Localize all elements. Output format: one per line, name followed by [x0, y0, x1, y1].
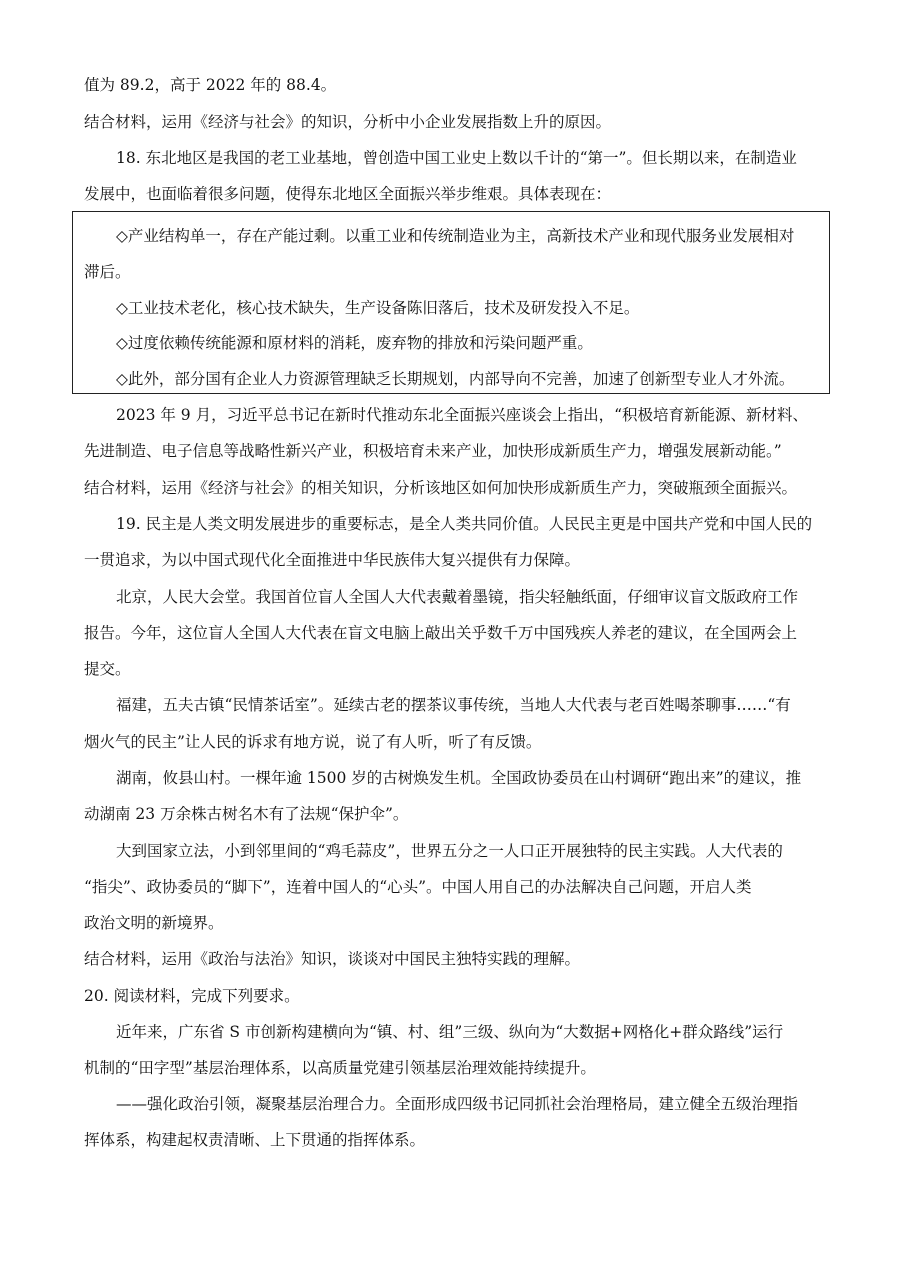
paragraph-line: 大到国家立法，小到邻里间的“鸡毛蒜皮”，世界五分之一人口正开展独特的民主实践。人大代表的 [116, 842, 783, 860]
paragraph-line: 湖南，攸县山村。一棵年逾 1500 岁的古树焕发生机。全国政协委员在山村调研“跑出来”的建议，推 [116, 769, 802, 787]
paragraph-line: 报告。今年，这位盲人全国人大代表在盲文电脑上敲出关乎数千万中国残疾人养老的建议，在全国两会上 [84, 624, 798, 642]
box-item: ◇过度依赖传统能源和原材料的消耗，废弃物的排放和污染问题严重。 [116, 334, 593, 352]
question-19-line: 19. 民主是人类文明发展进步的重要标志，是全人类共同价值。人民民主更是中国共产党和中国人民的 [116, 515, 813, 533]
task-line: 结合材料，运用《政治与法治》知识，谈谈对中国民主独特实践的理解。 [84, 950, 581, 968]
paragraph-line: 福建，五夫古镇“民情茶话室”。延续古老的摆茶议事传统，当地人大代表与老百姓喝茶聊事……“有 [116, 696, 791, 714]
paragraph-line: 机制的“田字型”基层治理体系，以高质量党建引领基层治理效能持续提升。 [84, 1059, 596, 1077]
task-line: 结合材料，运用《经济与社会》的相关知识，分析该地区如何加快形成新质生产力，突破瓶颈全面振兴。 [84, 479, 798, 497]
text-line: 值为 89.2，高于 2022 年的 88.4。 [84, 76, 337, 94]
paragraph-line: ——强化政治引领，凝聚基层治理合力。全面形成四级书记同抓社会治理格局，建立健全五级治理指 [116, 1095, 799, 1113]
task-line: 结合材料，运用《经济与社会》的知识，分析中小企业发展指数上升的原因。 [84, 113, 612, 131]
paragraph-line: 挥体系，构建起权责清晰、上下贯通的指挥体系。 [84, 1131, 426, 1149]
paragraph-line: 北京，人民大会堂。我国首位盲人全国人大代表戴着墨镜，指尖轻触纸面，仔细审议盲文版政府工作 [116, 588, 799, 606]
paragraph-line: 先进制造、电子信息等战略性新兴产业，积极培育未来产业，加快形成新质生产力，增强发展新动能。” [84, 442, 782, 460]
question-18-line: 18. 东北地区是我国的老工业基地，曾创造中国工业史上数以千计的“第一”。但长期以来，在制造业 [116, 149, 797, 167]
paragraph-line: 烟火气的民主”让人民的诉求有地方说，说了有人听，听了有反馈。 [84, 733, 542, 751]
paragraph-line: 近年来，广东省 S 市创新构建横向为“镇、村、组”三级、纵向为“大数据+网格化+群众路线”运行 [116, 1023, 784, 1041]
box-item: ◇工业技术老化，核心技术缺失，生产设备陈旧落后，技术及研发投入不足。 [116, 299, 640, 317]
paragraph-line: 2023 年 9 月，习近平总书记在新时代推动东北全面振兴座谈会上指出，“积极培育新能源、新材料、 [116, 406, 809, 424]
question-19-line: 一贯追求，为以中国式现代化全面推进中华民族伟大复兴提供有力保障。 [84, 551, 581, 569]
question-18-line: 发展中，也面临着很多问题，使得东北地区全面振兴举步维艰。具体表现在： [84, 185, 612, 203]
paragraph-line: “指尖”、政协委员的“脚下”，连着中国人的“心头”。中国人用自己的办法解决自己问题，开启人类 [84, 878, 752, 896]
paragraph-line: 提交。 [84, 660, 131, 678]
box-item: ◇产业结构单一，存在产能过剩。以重工业和传统制造业为主，高新技术产业和现代服务业发展相对 [116, 227, 795, 245]
paragraph-line: 政治文明的新境界。 [84, 914, 224, 932]
paragraph-line: 动湖南 23 万余株古树名木有了法规“保护伞”。 [84, 805, 409, 823]
box-item: ◇此外，部分国有企业人力资源管理缺乏长期规划，内部导向不完善，加速了创新型专业人才外流。 [116, 370, 795, 388]
box-item: 滞后。 [84, 263, 131, 281]
question-20-line: 20. 阅读材料，完成下列要求。 [84, 987, 300, 1005]
